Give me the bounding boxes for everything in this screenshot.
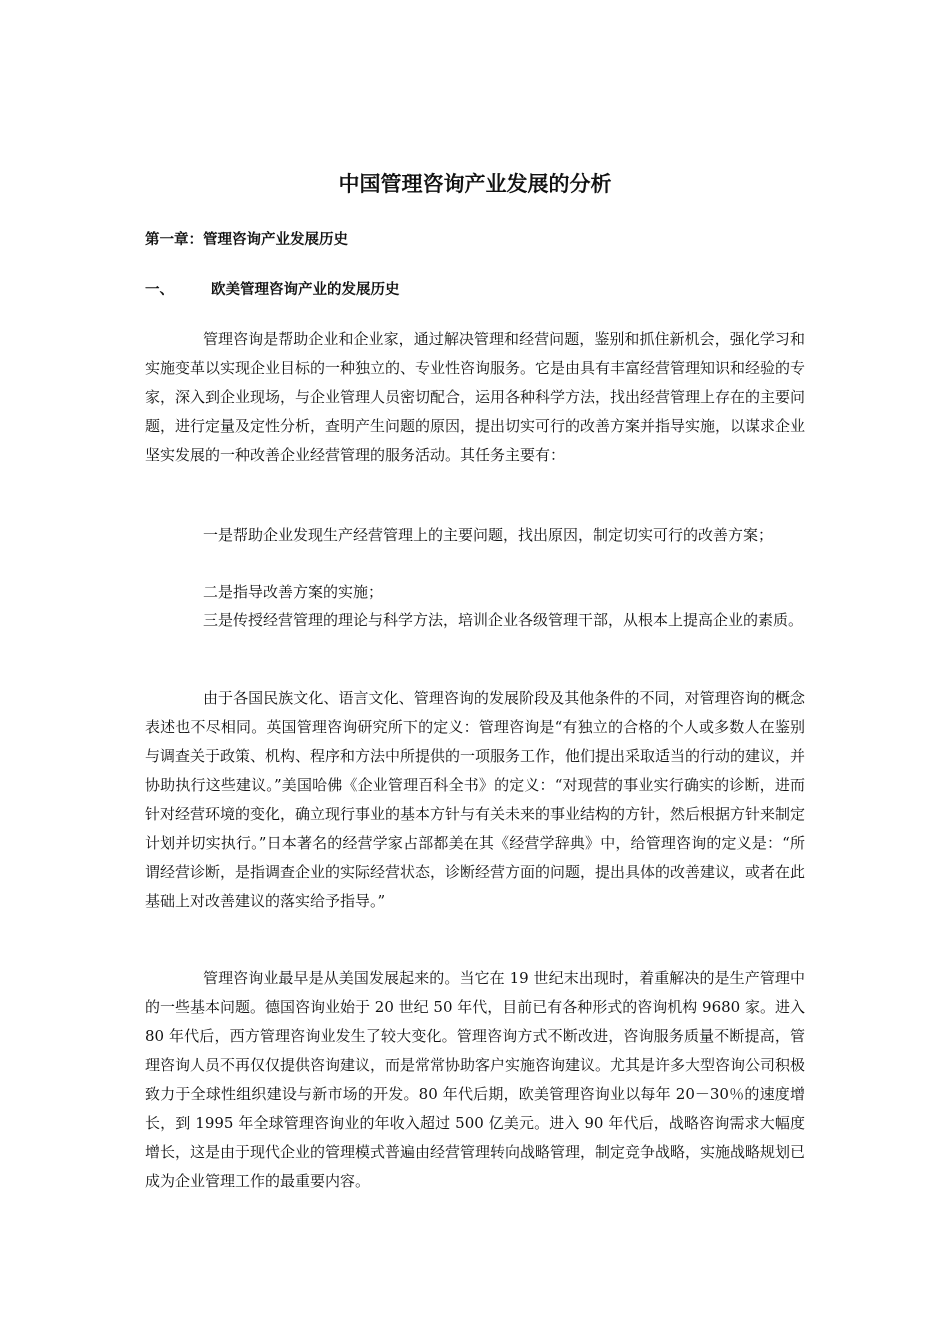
paragraph-task-2: 二是指导改善方案的实施； [203, 583, 384, 601]
section-number: 一、 [145, 282, 174, 298]
section-heading [145, 279, 400, 301]
paragraph-task-3: 三是传授经营管理的理论与科学方法，培训企业各级管理干部，从根本上提高企业的素质。 [203, 611, 804, 629]
paragraph-definition: 管理咨询是帮助企业和企业家，通过解决管理和经营问题，鉴别和抓住新机会，强化学习和实施变革以实现企业目标的一种独立的、专业性咨询服务。它是由具有丰富经营管理知识和经验的专家，深入到企业现场，与企业管理人员密切配合，运用各种科学方法，找出经营管理上存在的主要问题，进行定量及定性分析，查明产生问题的原因，提出切实可行的改善方案并指导实施，以谋求企业坚实发展的一种改善企业经营管理的服务活动。其任务主要有： [145, 330, 806, 464]
paragraph-task-1: 一是帮助企业发现生产经营管理上的主要问题，找出原因，制定切实可行的改善方案； [203, 526, 774, 544]
paragraph-history: 管理咨询业最早是从美国发展起来的。当它在 19 世纪末出现时，着重解决的是生产管理中的一些基本问题。德国咨询业始于 20 世纪 50 年代，目前已有各种形式的咨询机构 9680 家。进入 80 年代后，西方管理咨询业发生了较大变化。管理咨询方式不断改进，咨询服务质量不断提高，管理咨询人员不再仅仅提供咨询建议，而是常常协助客户实施咨询建议。尤其是许多大型咨询公司积极致力于全球性组织建设与新市场的开发。80 年代后期，欧美管理咨询业以每年 20－30％的速度增长，到 1995 年全球管理咨询业的年收入超过 500 亿美元。进入 90 年代后，战略咨询需求大幅度增长，这是由于现代企业的管理模式普遍由经营管理转向战略管理，制定竞争战略，实施战略规划已成为企业管理工作的最重要内容。 [145, 969, 806, 1190]
section-title: 欧美管理咨询产业的发展历史 [211, 282, 400, 298]
paragraph-definitions-by-country: 由于各国民族文化、语言文化、管理咨询的发展阶段及其他条件的不同，对管理咨询的概念表述也不尽相同。英国管理咨询研究所下的定义：管理咨询是“有独立的合格的个人或多数人在鉴别与调查关于政策、机构、程序和方法中所提供的一项服务工作，他们提出采取适当的行动的建议，并协助执行这些建议。”美国哈佛《企业管理百科全书》的定义：“对现营的事业实行确实的诊断，进而针对经营环境的变化，确立现行事业的基本方针与有关未来的事业结构的方针，然后根据方针来制定计划并切实执行。”日本著名的经营学家占部都美在其《经营学辞典》中，给管理咨询的定义是：“所谓经营诊断，是指调查企业的实际经营状态，诊断经营方面的问题，提出具体的改善建议，或者在此基础上对改善建议的落实给予指导。” [145, 689, 806, 910]
document-title: 中国管理咨询产业发展的分析 [338, 172, 612, 196]
chapter-heading: 第一章：管理咨询产业发展历史 [145, 232, 348, 248]
